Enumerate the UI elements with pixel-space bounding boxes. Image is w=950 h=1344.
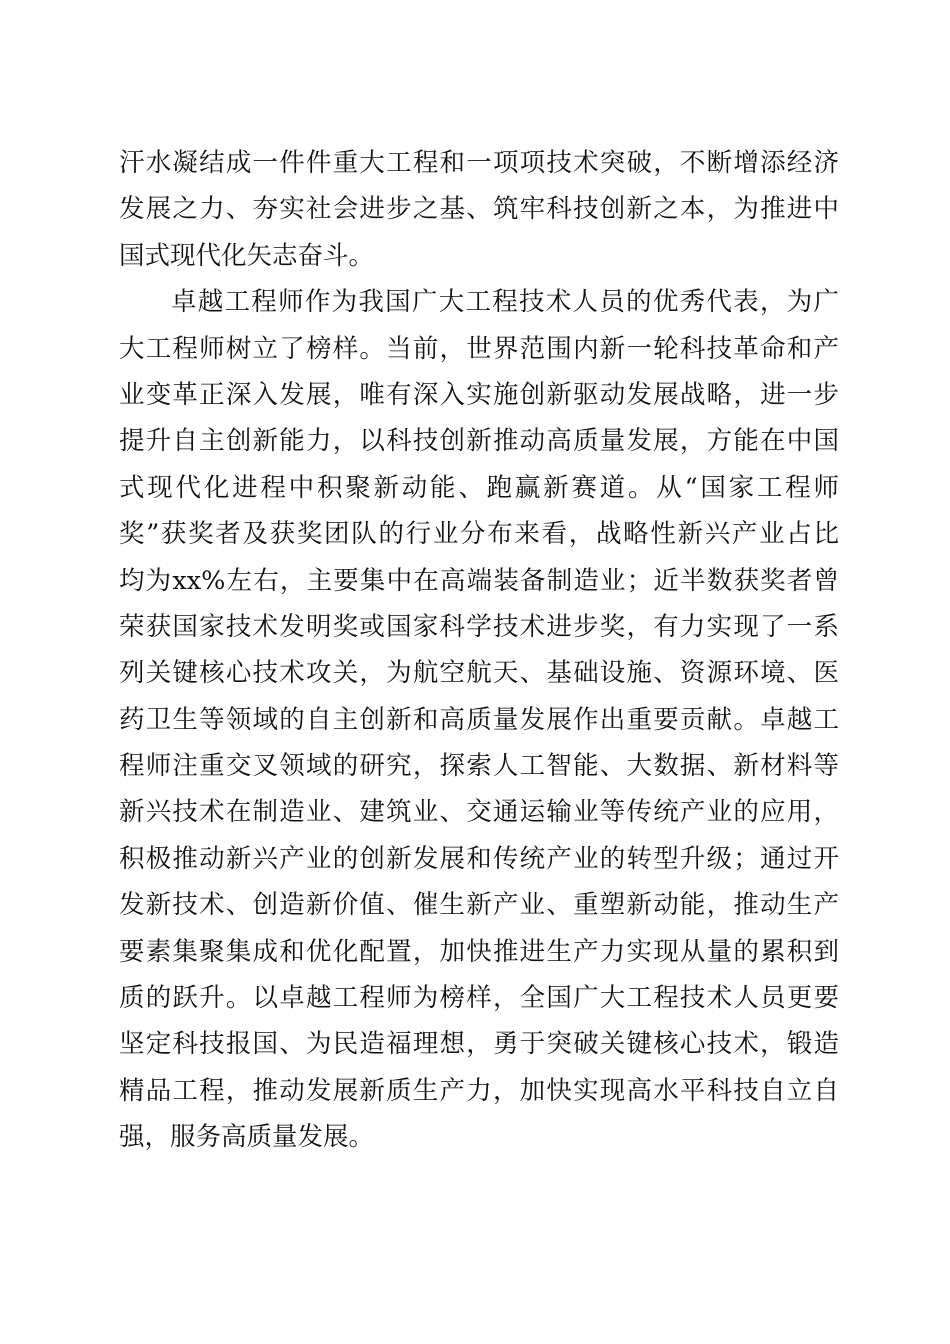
paragraph-2-line-1: 卓越工程师作为我国广大工程技术人员的优秀代表，为广 bbox=[171, 287, 839, 318]
paragraph-1-line-2: 发展之力、夯实社会进步之基、筑牢科技创新之本，为推进中 bbox=[119, 194, 839, 225]
paragraph-2-line-10: 药卫生等领域的自主创新和高质量发展作出重要贡献。卓越工 bbox=[119, 704, 839, 735]
paragraph-2-line-17: 坚定科技报国、为民造福理想，勇于突破关键核心技术，锻造 bbox=[119, 1029, 839, 1060]
document-body bbox=[119, 140, 839, 1161]
paragraph-2-line-9: 列关键核心技术攻关，为航空航天、基础设施、资源环境、医 bbox=[119, 658, 839, 689]
paragraph-2-line-15: 要素集聚集成和优化配置，加快推进生产力实现从量的累积到 bbox=[119, 936, 839, 967]
paragraph-2-line-11: 程师注重交叉领域的研究，探索人工智能、大数据、新材料等 bbox=[119, 751, 839, 782]
paragraph-2-line-16: 质的跃升。以卓越工程师为榜样，全国广大工程技术人员更要 bbox=[119, 983, 839, 1014]
paragraph-2-line-4: 提升自主创新能力，以科技创新推动高质量发展，方能在中国 bbox=[119, 426, 839, 457]
paragraph-2-line-5: 式现代化进程中积聚新动能、跑赢新赛道。从“国家工程师 bbox=[119, 472, 839, 503]
paragraph-2-line-18: 精品工程，推动发展新质生产力，加快实现高水平科技自立自 bbox=[119, 1075, 839, 1106]
paragraph-2-line-12: 新兴技术在制造业、建筑业、交通运输业等传统产业的应用， bbox=[119, 797, 839, 828]
paragraph-2-line-13: 积极推动新兴产业的创新发展和传统产业的转型升级；通过开 bbox=[119, 843, 839, 874]
paragraph-2-line-14: 发新技术、创造新价值、催生新产业、重塑新动能，推动生产 bbox=[119, 890, 839, 921]
paragraph-2-line-8: 荣获国家技术发明奖或国家科学技术进步奖，有力实现了一系 bbox=[119, 611, 839, 642]
paragraph-1-line-3: 国式现代化矢志奋斗。 bbox=[119, 240, 375, 271]
paragraph-2-line-6: 奖”获奖者及获奖团队的行业分布来看，战略性新兴产业占比 bbox=[119, 519, 839, 550]
paragraph-2-line-19: 强，服务高质量发展。 bbox=[119, 1122, 375, 1153]
paragraph-2-line-2: 大工程师树立了榜样。当前，世界范围内新一轮科技革命和产 bbox=[119, 333, 839, 364]
paragraph-2-line-7: 均为xx%左右，主要集中在高端装备制造业；近半数获奖者曾 bbox=[119, 565, 839, 596]
paragraph-2-line-3: 业变革正深入发展，唯有深入实施创新驱动发展战略，进一步 bbox=[119, 379, 839, 410]
paragraph-1-line-1: 汗水凝结成一件件重大工程和一项项技术突破，不断增添经济 bbox=[119, 148, 839, 178]
